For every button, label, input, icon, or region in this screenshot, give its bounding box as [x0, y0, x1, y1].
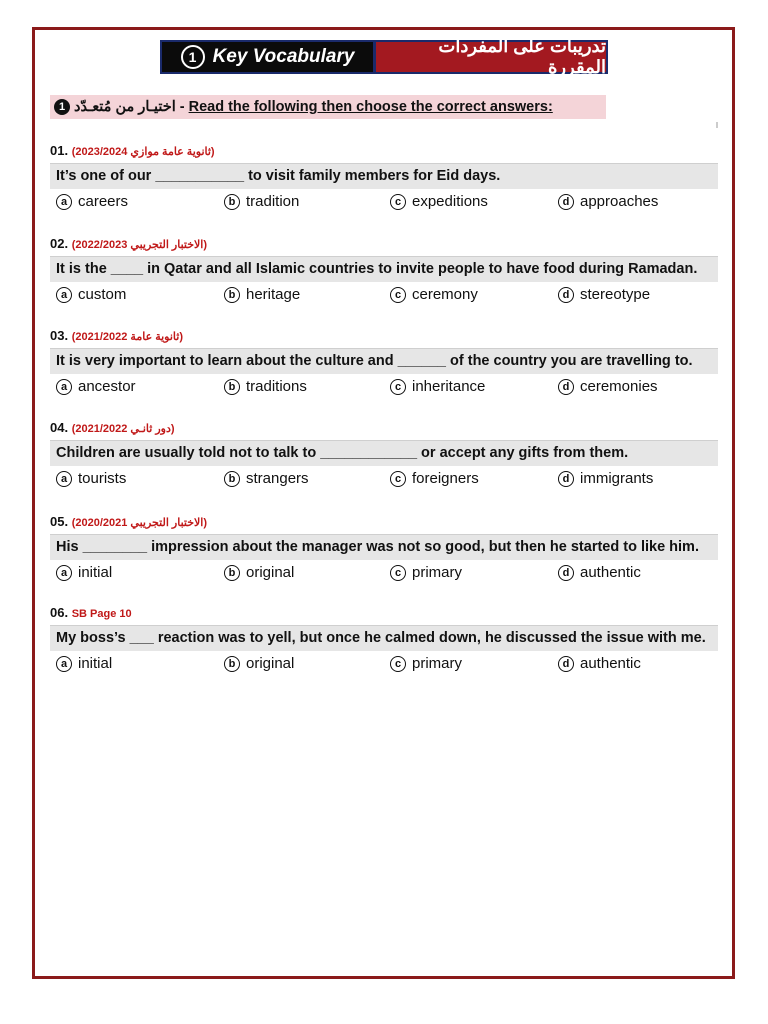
option-letter-icon: a — [56, 287, 72, 303]
answer-option-d[interactable] — [558, 655, 641, 672]
answer-options — [50, 651, 718, 677]
answer-options — [50, 374, 718, 400]
option-letter-icon: a — [56, 471, 72, 487]
question-stem: My boss’s ___ reaction was to yell, but once he calmed down, he discussed the issue with me. — [50, 625, 718, 651]
option-text: heritage — [246, 286, 301, 303]
question-5 — [50, 514, 718, 586]
answer-option-d[interactable] — [558, 470, 653, 487]
option-text: traditions — [246, 378, 307, 395]
option-text: custom — [78, 286, 127, 303]
answer-option-c[interactable] — [390, 378, 485, 395]
question-number: 06. — [50, 605, 69, 620]
answer-option-a[interactable] — [56, 655, 112, 672]
instruction-bar — [50, 95, 606, 119]
answer-options — [50, 282, 718, 308]
option-text: stereotype — [580, 286, 651, 303]
question-stem: It’s one of our ___________ to visit family members for Eid days. — [50, 163, 718, 189]
option-text: initial — [78, 655, 113, 672]
answer-option-c[interactable] — [390, 655, 462, 672]
question-number: 04. — [50, 420, 69, 435]
answer-option-b[interactable] — [224, 378, 307, 395]
question-number: 01. — [50, 143, 69, 158]
option-letter-icon: b — [224, 656, 240, 672]
option-letter-icon: a — [56, 194, 72, 210]
section-header — [160, 36, 608, 77]
question-header — [50, 420, 718, 436]
option-letter-icon: b — [224, 379, 240, 395]
option-letter-icon: d — [558, 287, 574, 303]
option-letter-icon: d — [558, 194, 574, 210]
question-1 — [50, 143, 718, 215]
option-letter-icon: b — [224, 287, 240, 303]
question-stem: It is very important to learn about the culture and ______ of the country you are travelling to. — [50, 348, 718, 374]
option-text: initial — [78, 564, 113, 581]
option-text: original — [246, 564, 295, 581]
question-header — [50, 514, 718, 530]
option-letter-icon: b — [224, 194, 240, 210]
option-text: original — [246, 655, 295, 672]
answer-option-d[interactable] — [558, 193, 658, 210]
answer-option-a[interactable] — [56, 564, 112, 581]
header-title-en: Key Vocabulary — [212, 46, 355, 67]
option-letter-icon: d — [558, 565, 574, 581]
answer-option-a[interactable] — [56, 470, 126, 487]
question-6 — [50, 605, 718, 677]
option-letter-icon: a — [56, 656, 72, 672]
option-letter-icon: b — [224, 471, 240, 487]
answer-options — [50, 189, 718, 215]
answer-option-c[interactable] — [390, 470, 479, 487]
option-text: ceremony — [412, 286, 478, 303]
question-number: 02. — [50, 236, 69, 251]
question-source: SB Page 10 — [71, 608, 132, 620]
question-number: 05. — [50, 514, 69, 529]
option-text: authentic — [580, 564, 641, 581]
option-letter-icon: c — [390, 656, 406, 672]
answer-option-d[interactable] — [558, 564, 641, 581]
answer-option-a[interactable] — [56, 193, 128, 210]
option-letter-icon: b — [224, 565, 240, 581]
option-text: strangers — [246, 470, 309, 487]
question-header — [50, 143, 718, 159]
answer-option-b[interactable] — [224, 470, 309, 487]
question-4 — [50, 420, 718, 492]
option-text: approaches — [580, 193, 659, 210]
question-2 — [50, 236, 718, 308]
option-text: tradition — [246, 193, 300, 210]
question-number: 03. — [50, 328, 69, 343]
header-title-ar: تدريبات على المفردات المقررة — [376, 42, 606, 72]
answer-option-b[interactable] — [224, 564, 294, 581]
answer-option-b[interactable] — [224, 655, 294, 672]
option-letter-icon: c — [390, 565, 406, 581]
option-text: tourists — [78, 470, 127, 487]
answer-option-c[interactable] — [390, 564, 462, 581]
question-source: (الاختبار التجريبي 2020/2021) — [71, 517, 208, 529]
answer-option-b[interactable] — [224, 286, 300, 303]
instruction-badge: 1 — [54, 99, 70, 115]
option-text: ceremonies — [580, 378, 658, 395]
question-header — [50, 236, 718, 252]
answer-option-c[interactable] — [390, 286, 478, 303]
answer-options — [50, 560, 718, 586]
answer-options — [50, 466, 718, 492]
option-letter-icon: c — [390, 471, 406, 487]
option-letter-icon: d — [558, 379, 574, 395]
option-letter-icon: c — [390, 194, 406, 210]
option-letter-icon: a — [56, 565, 72, 581]
option-letter-icon: d — [558, 656, 574, 672]
question-header — [50, 328, 718, 344]
question-stem: His ________ impression about the manager was not so good, but then he started to like him. — [50, 534, 718, 560]
question-stem: It is the ____ in Qatar and all Islamic countries to invite people to have food during Ramadan. — [50, 256, 718, 282]
option-text: inheritance — [412, 378, 486, 395]
instruction-arabic: اختيـار من مُتعـدّد - — [74, 99, 185, 115]
option-letter-icon: d — [558, 471, 574, 487]
option-text: careers — [78, 193, 129, 210]
question-source: (دور ثانـي 2021/2022) — [71, 423, 175, 435]
option-letter-icon: a — [56, 379, 72, 395]
question-source: (الاختبار التجريبي 2022/2023) — [71, 239, 208, 251]
option-text: primary — [412, 655, 463, 672]
answer-option-b[interactable] — [224, 193, 299, 210]
option-text: authentic — [580, 655, 641, 672]
answer-option-c[interactable] — [390, 193, 488, 210]
stray-mark — [716, 122, 718, 128]
header-english — [162, 42, 376, 72]
option-text: immigrants — [580, 470, 654, 487]
option-text: ancestor — [78, 378, 136, 395]
answer-option-d[interactable] — [558, 286, 650, 303]
option-text: expeditions — [412, 193, 488, 210]
option-text: primary — [412, 564, 463, 581]
question-header — [50, 605, 718, 621]
answer-option-d[interactable] — [558, 378, 658, 395]
answer-option-a[interactable] — [56, 286, 126, 303]
option-text: foreigners — [412, 470, 479, 487]
question-source: (ثانوية عامة 2021/2022) — [71, 331, 183, 343]
option-letter-icon: c — [390, 287, 406, 303]
question-3 — [50, 328, 718, 400]
question-stem: Children are usually told not to talk to ____________ or accept any gifts from them. — [50, 440, 718, 466]
option-letter-icon: c — [390, 379, 406, 395]
header-number: 1 — [181, 45, 205, 69]
question-source: (ثانوية عامة موازي 2023/2024) — [71, 146, 215, 158]
instruction-english: Read the following then choose the correct answers: — [188, 99, 553, 115]
answer-option-a[interactable] — [56, 378, 136, 395]
